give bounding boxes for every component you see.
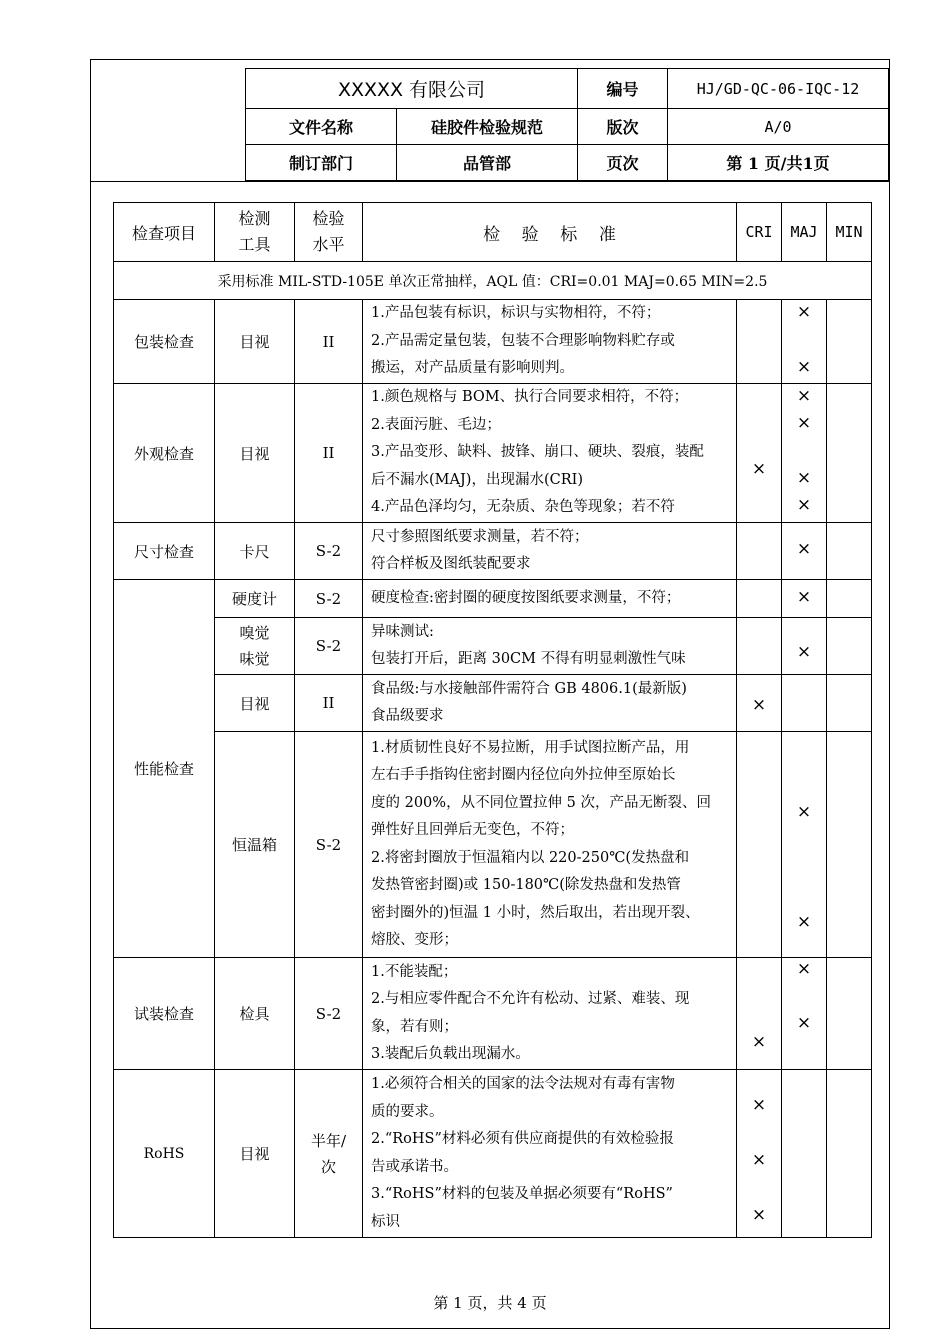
table-row [114, 300, 872, 384]
defect-mark: × [796, 1013, 812, 1033]
item-assembly: 试装检查 [114, 958, 215, 1070]
defect-mark: × [796, 495, 812, 515]
table-row [114, 384, 872, 523]
cri-cell [737, 618, 782, 675]
item-appearance: 外观检查 [114, 384, 215, 523]
table-row [114, 732, 872, 958]
level-cell: S-2 [295, 958, 363, 1070]
defect-mark: × [796, 539, 812, 559]
min-cell [827, 580, 872, 618]
defect-mark: × [796, 302, 812, 322]
table-row [114, 523, 872, 580]
defect-mark: × [751, 459, 767, 479]
cri-cell [737, 300, 782, 384]
maj-cell [782, 618, 827, 675]
defect-mark: × [796, 802, 812, 822]
defect-mark: × [796, 386, 812, 406]
item-performance: 性能检查 [114, 580, 215, 958]
col-maj: MAJ [782, 203, 827, 262]
item-dimension: 尺寸检查 [114, 523, 215, 580]
standard-cell: 异味测试: 包装打开后，距离 30CM 不得有明显刺激性气味 [363, 618, 737, 675]
doc-name-label: 文件名称 [246, 109, 397, 145]
table-row [114, 618, 872, 675]
standard-cell: 1.必须符合相关的国家的法令法规对有毒有害物 质的要求。 2.“RoHS”材料必须有供应商提供的有效检验报 告或承诺书。 3.“RoHS”材料的包装及单据必须要有“RoHS” 标识 [363, 1070, 737, 1238]
min-cell [827, 732, 872, 958]
col-tool: 检测 工具 [215, 203, 295, 262]
code-label: 编号 [578, 69, 668, 109]
col-standard: 检 验 标 准 [363, 203, 737, 262]
dept-value: 品管部 [397, 145, 578, 181]
page-footer: 第 1 页，共 4 页 [433, 1294, 547, 1312]
standard-cell: 1.不能装配； 2.与相应零件配合不允许有松动、过紧、难装、现 象，若有则； 3.装配后负载出现漏水。 [363, 958, 737, 1070]
standard-cell: 1.材质韧性良好不易拉断，用手试图拉断产品，用 左右手手指钩住密封圈内径位向外拉伸至原始长 度的 200%，从不同位置拉伸 5 次，产品无断裂、回 弹性好且回弹后无变色，不符； 2.将密封圈放于恒温箱内以 220-250℃(发热盘和 发热管密封圈)或 150-180℃(除发热盘和发热管 密封圈外的)恒温 1 小时，然后取出，若出现开裂、 熔胶、变形； [363, 732, 737, 958]
table-header-row [114, 203, 872, 262]
cri-cell [737, 958, 782, 1070]
tool-cell: 目视 [215, 300, 295, 384]
version-value: A/0 [668, 109, 889, 145]
standard-cell: 1.颜色规格与 BOM、执行合同要求相符，不符； 2.表面污脏、毛边； 3.产品变形、缺料、披锋、崩口、硬块、裂痕，装配 后不漏水(MAJ)，出现漏水(CRI) 4.产品色泽均匀，无杂质、杂色等现象；若不符 [363, 384, 737, 523]
col-min: MIN [827, 203, 872, 262]
tool-cell: 目视 [215, 675, 295, 732]
standard-cell: 1.产品包装有标识，标识与实物相符，不符； 2.产品需定量包装，包装不合理影响物料贮存或 搬运，对产品质量有影响则判。 [363, 300, 737, 384]
tool-cell: 目视 [215, 384, 295, 523]
document-header [245, 68, 889, 181]
page-label: 页次 [578, 145, 668, 181]
cri-cell [737, 580, 782, 618]
min-cell [827, 384, 872, 523]
maj-cell [782, 384, 827, 523]
level-cell: S-2 [295, 523, 363, 580]
cri-cell [737, 523, 782, 580]
level-cell: S-2 [295, 580, 363, 618]
dept-label: 制订部门 [246, 145, 397, 181]
col-item: 检查项目 [114, 203, 215, 262]
level-cell: II [295, 300, 363, 384]
tool-cell: 硬度计 [215, 580, 295, 618]
table-row [114, 675, 872, 732]
tool-cell: 嗅觉 味觉 [215, 618, 295, 675]
version-label: 版次 [578, 109, 668, 145]
col-level: 检验 水平 [295, 203, 363, 262]
doc-name-value: 硅胶件检验规范 [397, 109, 578, 145]
maj-cell [782, 580, 827, 618]
defect-mark: × [796, 912, 812, 932]
standard-cell: 硬度检查:密封圈的硬度按图纸要求测量，不符； [363, 580, 737, 618]
code-value: HJ/GD-QC-06-IQC-12 [668, 69, 889, 109]
min-cell [827, 958, 872, 1070]
level-cell: S-2 [295, 618, 363, 675]
tool-cell: 恒温箱 [215, 732, 295, 958]
defect-mark: × [751, 1032, 767, 1052]
defect-mark: × [796, 357, 812, 377]
maj-cell [782, 958, 827, 1070]
item-packaging: 包装检查 [114, 300, 215, 384]
defect-mark: × [796, 642, 812, 662]
company-name: XXXXX 有限公司 [246, 69, 578, 109]
min-cell [827, 1070, 872, 1238]
level-cell: II [295, 675, 363, 732]
min-cell [827, 523, 872, 580]
maj-cell [782, 732, 827, 958]
defect-mark: × [751, 695, 767, 715]
item-rohs: RoHS [114, 1070, 215, 1238]
defect-mark: × [751, 1150, 767, 1170]
defect-mark: × [796, 959, 812, 979]
defect-mark: × [796, 413, 812, 433]
tool-cell: 检具 [215, 958, 295, 1070]
sampling-standard: 采用标准 MIL-STD-105E 单次正常抽样，AQL 值：CRI=0.01 MAJ=0.65 MIN=2.5 [114, 262, 872, 300]
standard-cell: 食品级:与水接触部件需符合 GB 4806.1(最新版) 食品级要求 [363, 675, 737, 732]
min-cell [827, 300, 872, 384]
table-row [114, 580, 872, 618]
level-cell: S-2 [295, 732, 363, 958]
defect-mark: × [751, 1205, 767, 1225]
cri-cell [737, 1070, 782, 1238]
maj-cell [782, 300, 827, 384]
page-value: 第 1 页/共1页 [668, 145, 889, 181]
level-cell: 半年/ 次 [295, 1070, 363, 1238]
maj-cell [782, 675, 827, 732]
table-row [114, 958, 872, 1070]
defect-mark: × [796, 587, 812, 607]
cri-cell [737, 384, 782, 523]
table-row [114, 1070, 872, 1238]
tool-cell: 卡尺 [215, 523, 295, 580]
level-cell: II [295, 384, 363, 523]
inspection-table [113, 202, 872, 1238]
min-cell [827, 618, 872, 675]
col-cri: CRI [737, 203, 782, 262]
defect-mark: × [751, 1095, 767, 1115]
defect-mark: × [796, 468, 812, 488]
min-cell [827, 675, 872, 732]
cri-cell [737, 675, 782, 732]
tool-cell: 目视 [215, 1070, 295, 1238]
maj-cell [782, 1070, 827, 1238]
cri-cell [737, 732, 782, 958]
header-divider [90, 181, 890, 182]
maj-cell [782, 523, 827, 580]
standard-cell: 尺寸参照图纸要求测量，若不符； 符合样板及图纸装配要求 [363, 523, 737, 580]
